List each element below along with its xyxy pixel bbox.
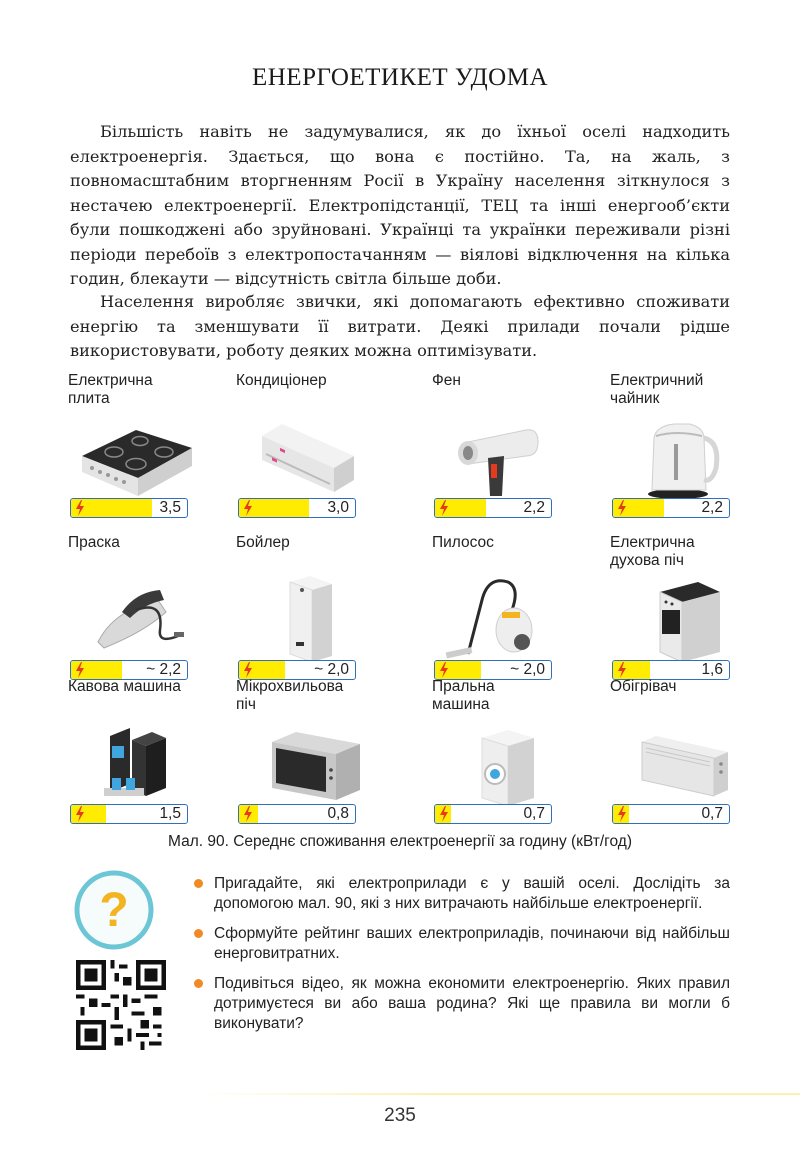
appliance-label: Пральна машина: [432, 678, 495, 713]
washing-machine-icon: [438, 714, 558, 806]
appliance-label: Електрична плита: [68, 372, 153, 407]
oven-icon: [616, 570, 736, 662]
lightning-icon: [617, 500, 627, 516]
appliance-label: Пилосос: [432, 534, 494, 551]
appliance-heater: [610, 678, 770, 828]
task-item: [194, 924, 730, 964]
lightning-icon: [75, 662, 85, 678]
page-title: ЕНЕРГОЕТИКЕТ УДОМА: [251, 64, 548, 91]
consumption-bar: [612, 660, 730, 680]
stove-icon: [74, 408, 194, 500]
lightning-icon: [439, 806, 449, 822]
appliance-label: Праска: [68, 534, 120, 551]
lightning-icon: [75, 500, 85, 516]
appliance-label: Кондиціонер: [236, 372, 327, 389]
figure-caption: Мал. 90. Середнє споживання електроенергії за годину (кВт/год): [168, 833, 632, 850]
consumption-value: 0,8: [327, 805, 349, 822]
consumption-bar: [238, 660, 356, 680]
consumption-bar: [70, 804, 188, 824]
consumption-bar: [238, 804, 356, 824]
task-text: Подивіться відео, як можна економити електроенергію. Яких правил дотримуєтеся ви або ваша родина? Які ще правила ви могли б виконувати?: [214, 975, 730, 1032]
consumption-value: 0,7: [701, 805, 723, 822]
appliance-label: Обігрівач: [610, 678, 677, 695]
heater-icon: [616, 714, 736, 806]
appliance-label: Електричний чайник: [610, 372, 704, 407]
task-list: [194, 874, 730, 1044]
consumption-value: 3,5: [159, 499, 181, 516]
lightning-icon: [617, 806, 627, 822]
consumption-value: ~ 2,0: [510, 661, 545, 678]
lightning-icon: [439, 662, 449, 678]
consumption-bar: [70, 498, 188, 518]
consumption-bar: [238, 498, 356, 518]
appliance-label: Кавова машина: [68, 678, 181, 695]
lightning-icon: [75, 806, 85, 822]
qr-code[interactable]: [76, 960, 166, 1050]
appliance-iron: [68, 534, 228, 684]
consumption-value: 2,2: [701, 499, 723, 516]
bullet-icon: [194, 879, 203, 888]
appliance-boiler: [236, 534, 396, 684]
consumption-bar: [434, 660, 552, 680]
kettle-icon: [616, 408, 736, 500]
hair-dryer-icon: [438, 408, 558, 500]
boiler-icon: [242, 570, 362, 662]
appliance-oven: [610, 534, 770, 684]
appliance-label: Електрична духова піч: [610, 534, 695, 569]
task-item: [194, 874, 730, 914]
appliance-vacuum: [432, 534, 592, 684]
bullet-icon: [194, 979, 203, 988]
lightning-icon: [617, 662, 627, 678]
consumption-value: 1,5: [159, 805, 181, 822]
consumption-bar: [612, 804, 730, 824]
lightning-icon: [439, 500, 449, 516]
intro-paragraph: Більшість навіть не задумувалися, як до їхньої оселі надходить електроенергія. Здається, що вона є постійно. Та, на жаль, з повномасштабним вторгненням Росії в Україну населення зіткнулося з нестачею електроенергії. Електропідстанції, ТЕЦ та інші енергооб’єкти були пошкоджені або зруйновані. Українці та українки переживали різні періоди перебоїв з електропостачанням — віялові відключення на кілька годин, блекаути — відсутність світла більше доби.: [70, 122, 730, 288]
page-number: 235: [384, 1105, 416, 1126]
consumption-bar: [70, 660, 188, 680]
lightning-icon: [243, 662, 253, 678]
task-text: Сформуйте рейтинг ваших електроприладів, починаючи від найбільш енерговитратних.: [214, 925, 730, 962]
consumption-bar: [612, 498, 730, 518]
consumption-value: 2,2: [523, 499, 545, 516]
consumption-bar: [434, 498, 552, 518]
appliance-label: Фен: [432, 372, 461, 389]
consumption-value: 3,0: [327, 499, 349, 516]
appliance-stove: [68, 372, 228, 522]
consumption-bar: [434, 804, 552, 824]
task-text: Пригадайте, які електроприлади є у вашій оселі. Дослідіть за допомогою мал. 90, які з них витрачають найбільше електроенергії.: [214, 875, 730, 912]
consumption-value: ~ 2,2: [146, 661, 181, 678]
svg-text:?: ?: [99, 884, 129, 937]
consumption-value: 1,6: [701, 661, 723, 678]
appliance-coffee-machine: [68, 678, 228, 828]
appliance-microwave: [236, 678, 396, 828]
appliance-air-conditioner: [236, 372, 396, 522]
bullet-icon: [194, 929, 203, 938]
question-icon: [74, 870, 154, 950]
consumption-value: ~ 2,0: [314, 661, 349, 678]
iron-icon: [74, 570, 194, 662]
air-conditioner-icon: [242, 408, 362, 500]
appliance-kettle: [610, 372, 770, 522]
footer-divider: [200, 1093, 800, 1095]
lightning-icon: [243, 806, 253, 822]
task-item: [194, 974, 730, 1034]
lightning-icon: [243, 500, 253, 516]
microwave-icon: [242, 714, 362, 806]
appliance-label: Мікрохвильова піч: [236, 678, 344, 713]
appliance-label: Бойлер: [236, 534, 290, 551]
appliance-washing-machine: [432, 678, 592, 828]
coffee-machine-icon: [74, 714, 194, 806]
consumption-value: 0,7: [523, 805, 545, 822]
habits-paragraph: Населення виробляє звички, які допомагають ефективно споживати енергію та зменшувати її витрати. Деякі прилади почали рідше використовувати, роботу деяких можна оптимізувати.: [70, 292, 730, 360]
appliance-hair-dryer: [432, 372, 592, 522]
vacuum-icon: [438, 570, 558, 662]
